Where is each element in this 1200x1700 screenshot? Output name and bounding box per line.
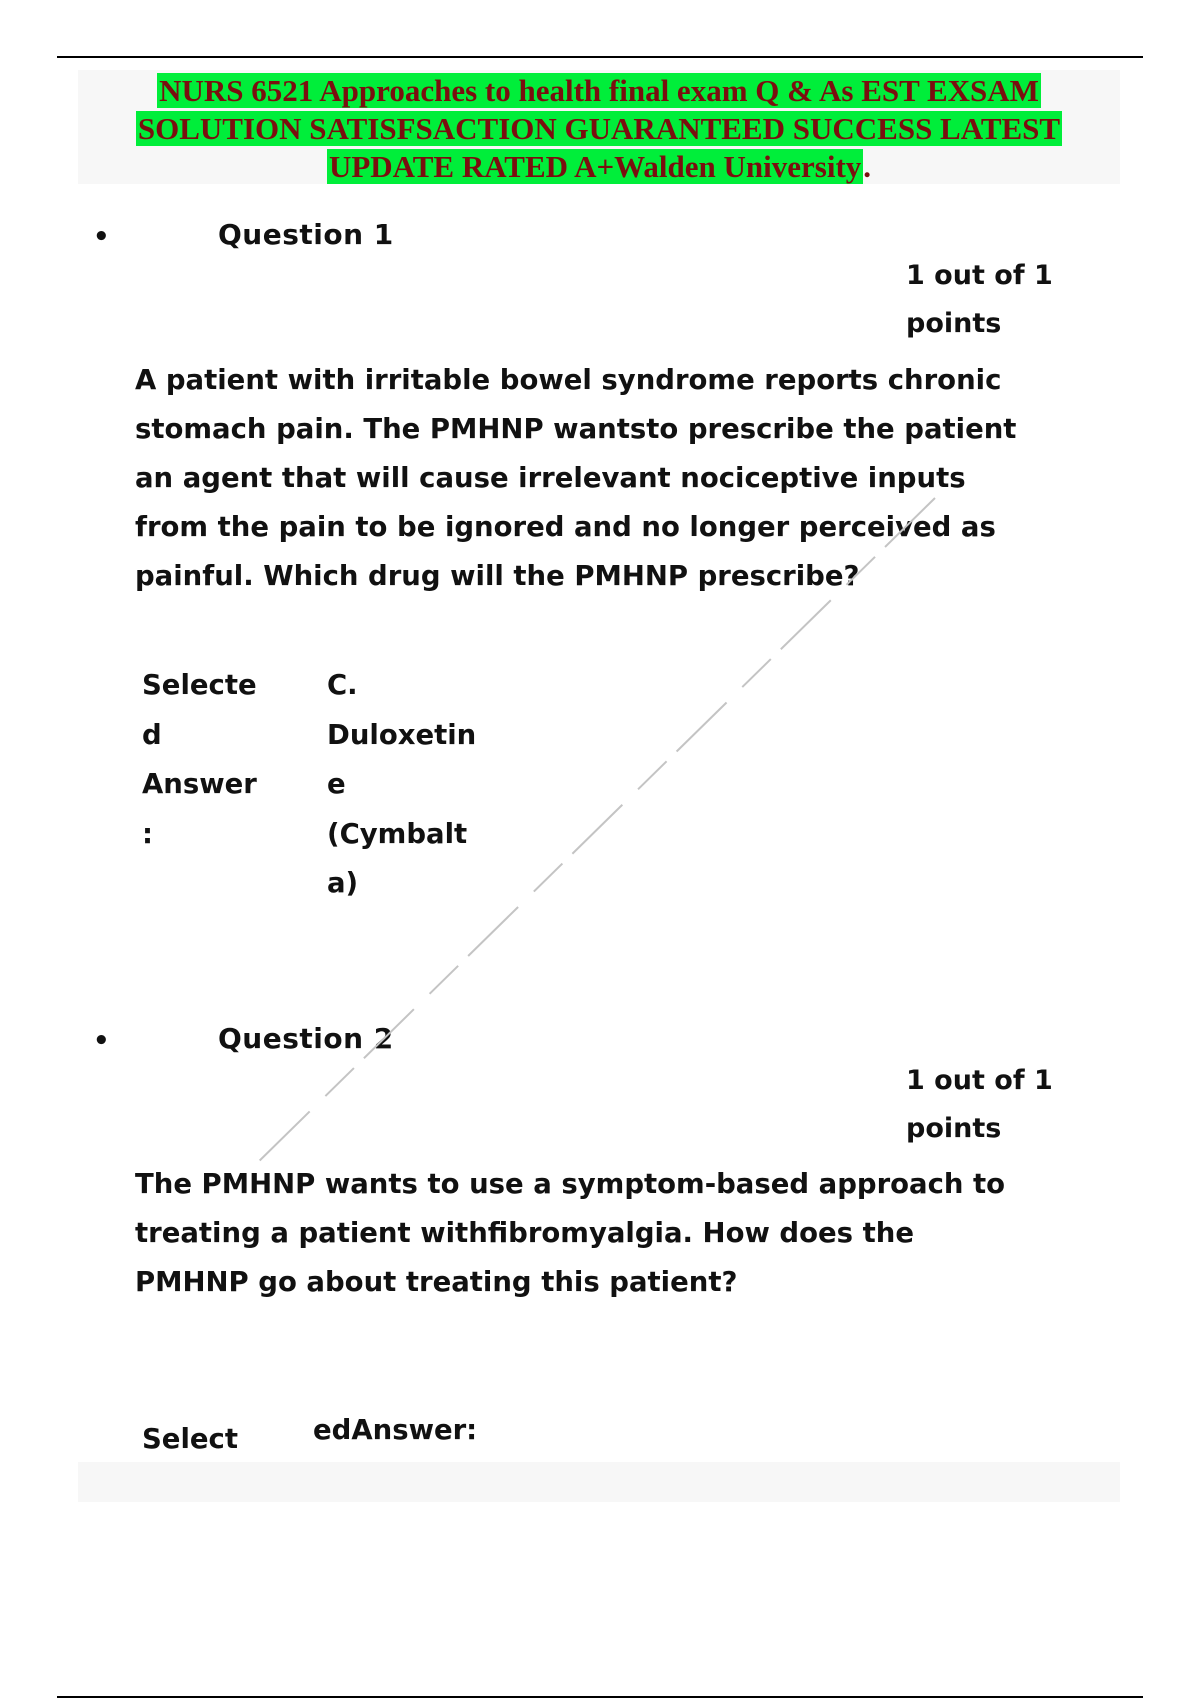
question-1-answer-label: Selecte d Answer : bbox=[142, 669, 257, 850]
title-line-2: SOLUTION SATISFSACTION GUARANTEED SUCCESS LATEST bbox=[137, 111, 1061, 146]
question-2-points-line-1: 1 out of 1 bbox=[906, 1065, 1053, 1096]
title-line-1: NURS 6521 Approaches to health final exam Q & As EST EXSAM bbox=[159, 73, 1039, 108]
question-2-points-line-2: points bbox=[906, 1113, 1002, 1144]
question-1-title: Question 1 bbox=[218, 218, 394, 251]
title-period: . bbox=[863, 149, 872, 184]
question-1-text: A patient with irritable bowel syndrome reports chronic stomach pain. The PMHNP wantsto prescribe the patient an agent that will cause irrelevant nociceptive inputs from the pain to be ignored and no longer perceived as painful. Which drug will the PMHNP prescribe? bbox=[135, 364, 1017, 592]
title-line-3: UPDATE RATED A+Walden University bbox=[328, 149, 862, 184]
question-2-bullet: • bbox=[93, 1026, 110, 1056]
question-2-answer-label: Select bbox=[142, 1423, 238, 1455]
question-2-text: The PMHNP wants to use a symptom-based approach to treating a patient withfibromyalgia. How does the PMHNP go about treating this patient? bbox=[135, 1168, 1006, 1298]
diagonal-line bbox=[250, 498, 935, 1170]
question-1-points-line-2: points bbox=[906, 308, 1002, 339]
question-1-bullet: • bbox=[93, 222, 110, 252]
question-1-selected-answer: C. Duloxetin e (Cymbalt a) bbox=[327, 669, 477, 899]
question-2-title: Question 2 bbox=[218, 1022, 394, 1055]
bottom-rule bbox=[57, 1696, 1143, 1698]
question-1-points-line-1: 1 out of 1 bbox=[906, 260, 1053, 291]
question-2-selected-answer: edAnswer: bbox=[313, 1414, 478, 1446]
